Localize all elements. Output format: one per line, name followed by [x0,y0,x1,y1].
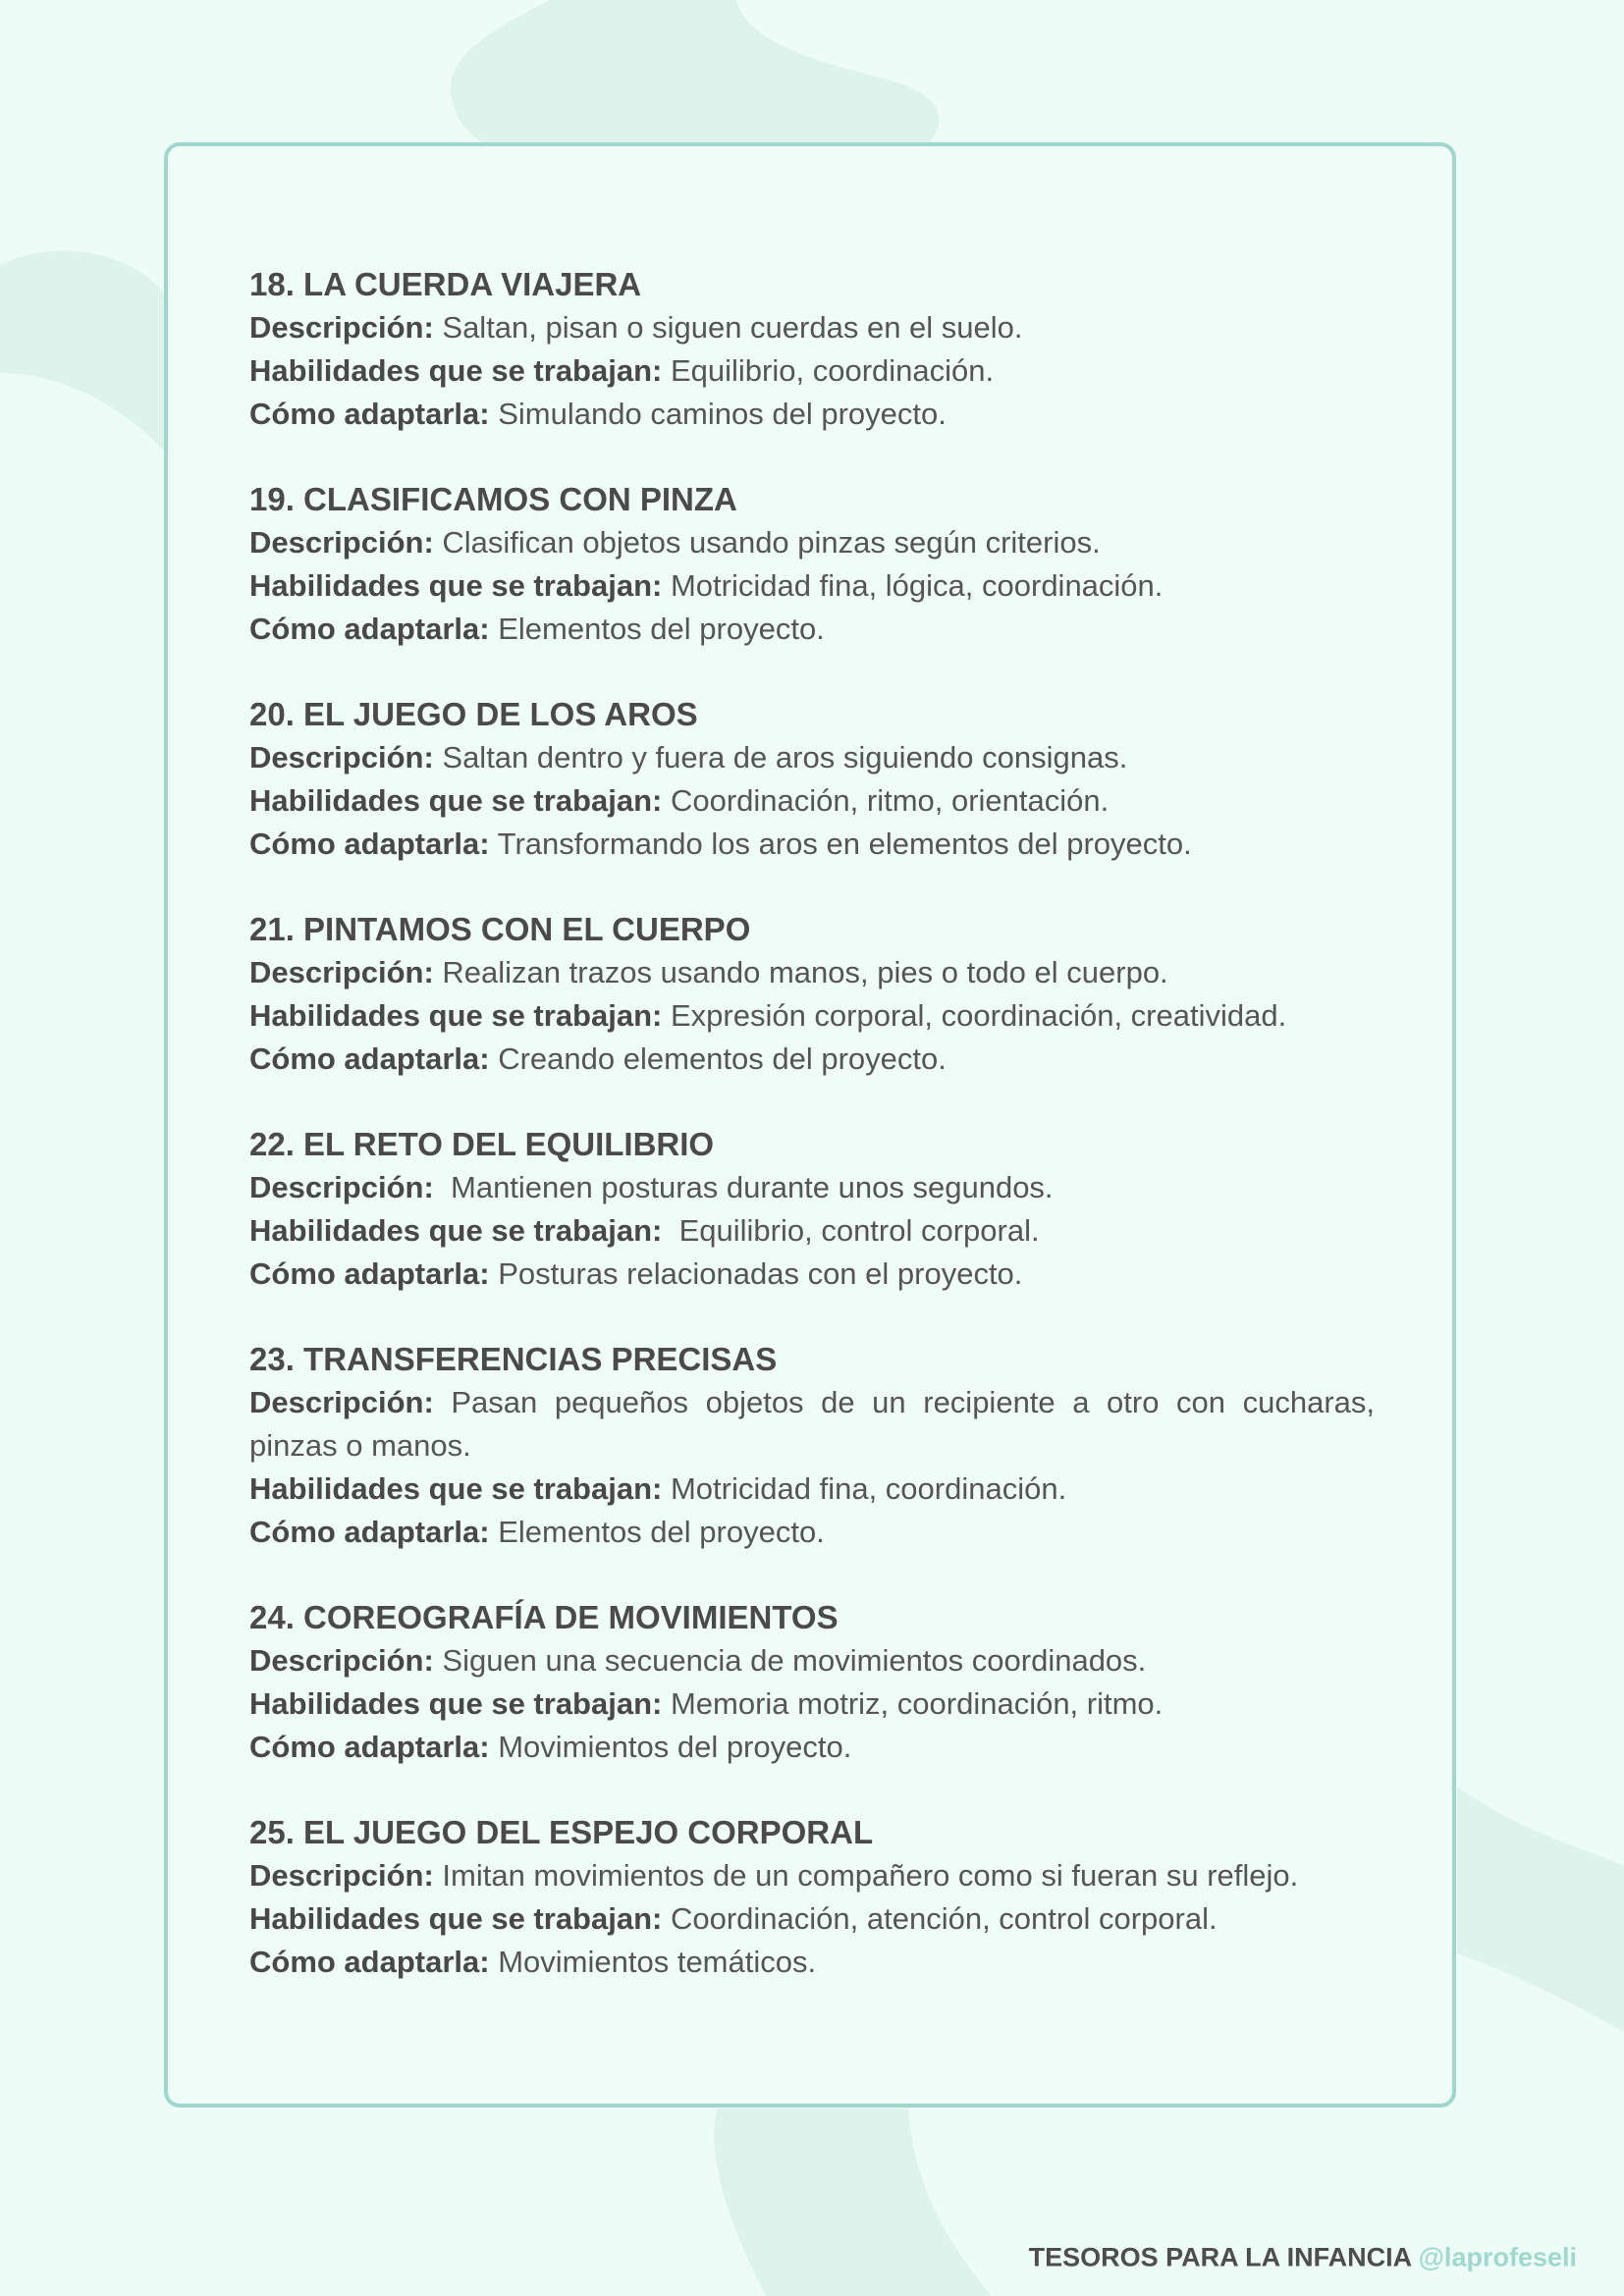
skills-label: Habilidades que se trabajan: [249,998,663,1033]
description-label: Descripción: [249,1170,434,1204]
skills-text: Coordinación, ritmo, orientación. [662,783,1110,818]
description-text: Saltan dentro y fuera de aros siguiendo consignas. [433,740,1128,774]
description-label: Descripción: [249,310,434,345]
adapt-text: Elementos del proyecto. [489,1515,825,1549]
skills-label: Habilidades que se trabajan: [249,1471,663,1506]
skills-label: Habilidades que se trabajan: [249,353,663,388]
description-text: Imitan movimientos de un compañero como si fueran su reflejo. [433,1858,1299,1893]
activity-item [249,263,1375,436]
skills-label: Habilidades que se trabajan: [249,1686,663,1721]
adapt-label: Cómo adaptarla: [249,397,490,431]
adapt-label: Cómo adaptarla: [249,827,490,861]
description-label: Descripción: [249,1385,434,1419]
skills-line [249,779,1375,823]
skills-line [249,349,1375,393]
activity-item [249,478,1375,651]
skills-line [249,1468,1375,1511]
footer-handle: @laprofeseli [1418,2242,1577,2272]
adapt-text: Elementos del proyecto. [489,612,825,646]
adapt-line [249,1511,1375,1554]
activity-title: 20. EL JUEGO DE LOS AROS [249,696,698,732]
skills-label: Habilidades que se trabajan: [249,568,663,603]
adapt-line [249,823,1375,866]
adapt-text: Creando elementos del proyecto. [489,1041,947,1076]
adapt-text: Simulando caminos del proyecto. [489,397,947,431]
activity-title: 18. LA CUERDA VIAJERA [249,266,642,302]
description-line [249,1639,1375,1682]
footer-brand: TESOROS PARA LA INFANCIA [1028,2242,1412,2272]
description-line [249,1854,1375,1897]
activity-item [249,1338,1375,1554]
description-line [249,1381,1375,1468]
activity-item [249,1596,1375,1769]
adapt-line [249,393,1375,436]
skills-line [249,1209,1375,1253]
description-line [249,306,1375,349]
skills-text: Equilibrio, control corporal. [662,1213,1040,1248]
adapt-label: Cómo adaptarla: [249,1256,490,1291]
skills-text: Coordinación, atención, control corporal. [662,1901,1218,1936]
description-text: Realizan trazos usando manos, pies o todo el cuerpo. [433,955,1168,989]
skills-line [249,564,1375,608]
description-label: Descripción: [249,525,434,560]
skills-line [249,994,1375,1038]
adapt-text: Transformando los aros en elementos del proyecto. [489,827,1192,861]
activity-title: 24. COREOGRAFÍA DE MOVIMIENTOS [249,1599,839,1635]
adapt-text: Posturas relacionadas con el proyecto. [489,1256,1023,1291]
skills-text: Memoria motriz, coordinación, ritmo. [662,1686,1164,1721]
activity-item [249,1123,1375,1296]
skills-label: Habilidades que se trabajan: [249,1901,663,1936]
activity-title: 23. TRANSFERENCIAS PRECISAS [249,1341,778,1377]
skills-line [249,1682,1375,1726]
skills-text: Equilibrio, coordinación. [662,353,995,388]
description-text: Saltan, pisan o siguen cuerdas en el suelo. [433,310,1023,345]
description-text: Clasifican objetos usando pinzas según criterios. [433,525,1101,560]
description-label: Descripción: [249,740,434,774]
description-label: Descripción: [249,1858,434,1893]
activity-title: 21. PINTAMOS CON EL CUERPO [249,911,751,947]
description-line [249,1166,1375,1209]
skills-text: Motricidad fina, coordinación. [662,1471,1067,1506]
skills-label: Habilidades que se trabajan: [249,1213,663,1248]
adapt-text: Movimientos del proyecto. [489,1730,852,1764]
skills-line [249,1897,1375,1941]
skills-label: Habilidades que se trabajan: [249,783,663,818]
description-label: Descripción: [249,955,434,989]
activity-title: 25. EL JUEGO DEL ESPEJO CORPORAL [249,1814,874,1850]
footer [1029,2243,1577,2273]
adapt-label: Cómo adaptarla: [249,1730,490,1764]
description-line [249,521,1375,564]
adapt-label: Cómo adaptarla: [249,1515,490,1549]
activity-title: 19. CLASIFICAMOS CON PINZA [249,481,737,517]
activity-list [249,263,1375,2026]
adapt-label: Cómo adaptarla: [249,1945,490,1979]
adapt-text: Movimientos temáticos. [489,1945,817,1979]
adapt-label: Cómo adaptarla: [249,1041,490,1076]
description-text: Siguen una secuencia de movimientos coordinados. [433,1643,1147,1678]
description-text: Mantienen posturas durante unos segundos. [433,1170,1054,1204]
adapt-line [249,608,1375,651]
activity-item [249,1811,1375,1984]
description-line [249,736,1375,779]
description-label: Descripción: [249,1643,434,1678]
activity-item [249,908,1375,1081]
activity-title: 22. EL RETO DEL EQUILIBRIO [249,1126,715,1162]
activity-item [249,693,1375,866]
adapt-line [249,1253,1375,1296]
description-line [249,951,1375,994]
skills-text: Expresión corporal, coordinación, creatividad. [662,998,1287,1033]
skills-text: Motricidad fina, lógica, coordinación. [662,568,1164,603]
description-text: Pasan pequeños objetos de un recipiente a otro con cucharas, pinzas o manos. [249,1385,1375,1463]
adapt-label: Cómo adaptarla: [249,612,490,646]
adapt-line [249,1038,1375,1081]
adapt-line [249,1726,1375,1769]
adapt-line [249,1941,1375,1984]
